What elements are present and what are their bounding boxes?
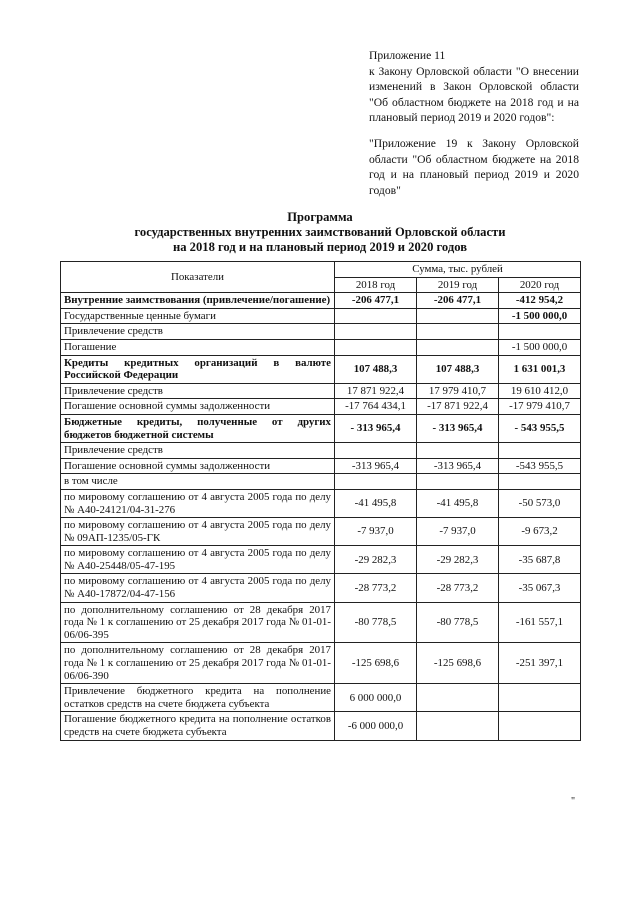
annex-line-3: "Приложение 19 к Закону Орловской области "Об областном бюджете на 2018 год и на плановый период 2019 и 2020 годов": [369, 136, 579, 197]
row-value-2018: -206 477,1: [335, 293, 417, 309]
row-value-2020: -1 500 000,0: [499, 339, 581, 355]
row-indicator: Внутренние заимствования (привлечение/погашение): [61, 293, 335, 309]
table-row: [61, 383, 581, 399]
row-indicator: Привлечение бюджетного кредита на пополнение остатков средств на счете бюджета субъекта: [61, 684, 335, 712]
row-value-2020: [499, 443, 581, 459]
row-value-2018: -125 698,6: [335, 643, 417, 684]
row-value-2020: [499, 324, 581, 340]
table-row: [61, 324, 581, 340]
row-value-2019: [417, 474, 499, 490]
table-row: [61, 399, 581, 415]
row-value-2020: [499, 474, 581, 490]
row-value-2020: -412 954,2: [499, 293, 581, 309]
row-value-2018: 17 871 922,4: [335, 383, 417, 399]
row-indicator: по дополнительному соглашению от 28 декабря 2017 года № 1 к соглашению от 25 декабря 2017 года № 01-01-06/06-390: [61, 643, 335, 684]
table-row: [61, 443, 581, 459]
row-value-2018: -7 937,0: [335, 518, 417, 546]
row-value-2019: -29 282,3: [417, 546, 499, 574]
row-value-2018: -41 495,8: [335, 489, 417, 517]
row-value-2020: -251 397,1: [499, 643, 581, 684]
row-indicator: Привлечение средств: [61, 324, 335, 340]
row-value-2019: -313 965,4: [417, 458, 499, 474]
row-value-2018: [335, 443, 417, 459]
row-indicator: по дополнительному соглашению от 28 декабря 2017 года № 1 к соглашению от 25 декабря 2017 года № 01-01-06/06-395: [61, 602, 335, 643]
row-value-2018: 107 488,3: [335, 355, 417, 383]
row-indicator: Погашение основной суммы задолженности: [61, 458, 335, 474]
row-value-2020: -543 955,5: [499, 458, 581, 474]
row-value-2020: -35 687,8: [499, 546, 581, 574]
annex-header: [369, 48, 579, 198]
row-indicator: по мировому соглашению от 4 августа 2005 года по делу № А40-17872/04-47-156: [61, 574, 335, 602]
row-indicator: Погашение: [61, 339, 335, 355]
table-row: [61, 712, 581, 740]
row-value-2018: -80 778,5: [335, 602, 417, 643]
header-year-2019: 2019 год: [417, 277, 499, 293]
borrowing-table: [60, 261, 581, 741]
row-value-2018: -313 965,4: [335, 458, 417, 474]
row-value-2019: -206 477,1: [417, 293, 499, 309]
row-value-2019: 107 488,3: [417, 355, 499, 383]
row-value-2019: -80 778,5: [417, 602, 499, 643]
closing-quote-mark: ": [571, 796, 576, 807]
table-row: [61, 574, 581, 602]
table-row: [61, 293, 581, 309]
row-value-2018: -6 000 000,0: [335, 712, 417, 740]
table-row: [61, 546, 581, 574]
row-value-2020: [499, 684, 581, 712]
row-value-2019: 17 979 410,7: [417, 383, 499, 399]
table-row: [61, 474, 581, 490]
row-value-2020: -50 573,0: [499, 489, 581, 517]
row-value-2020: -161 557,1: [499, 602, 581, 643]
row-indicator: по мировому соглашению от 4 августа 2005 года по делу № 09АП-1235/05-ГК: [61, 518, 335, 546]
row-value-2018: - 313 965,4: [335, 414, 417, 442]
row-indicator: Привлечение средств: [61, 443, 335, 459]
row-value-2018: -28 773,2: [335, 574, 417, 602]
row-value-2020: 1 631 001,3: [499, 355, 581, 383]
row-value-2018: 6 000 000,0: [335, 684, 417, 712]
row-indicator: Погашение основной суммы задолженности: [61, 399, 335, 415]
row-value-2019: [417, 443, 499, 459]
page-title: [60, 210, 580, 255]
title-line-1: Программа: [287, 210, 353, 224]
header-sum: Сумма, тыс. рублей: [335, 262, 581, 278]
row-value-2019: [417, 339, 499, 355]
row-value-2019: [417, 308, 499, 324]
row-value-2018: [335, 474, 417, 490]
row-value-2018: -29 282,3: [335, 546, 417, 574]
table-row: [61, 414, 581, 442]
header-year-2018: 2018 год: [335, 277, 417, 293]
table-row: [61, 355, 581, 383]
title-line-2: государственных внутренних заимствований Орловской области: [134, 225, 506, 239]
row-value-2018: [335, 308, 417, 324]
annex-line-1: Приложение 11: [369, 49, 446, 62]
row-value-2020: [499, 712, 581, 740]
row-value-2020: -17 979 410,7: [499, 399, 581, 415]
table-row: [61, 518, 581, 546]
table-row: [61, 602, 581, 643]
row-value-2018: [335, 339, 417, 355]
table-row: [61, 684, 581, 712]
table-row: [61, 458, 581, 474]
row-value-2020: -1 500 000,0: [499, 308, 581, 324]
header-year-2020: 2020 год: [499, 277, 581, 293]
row-value-2019: [417, 324, 499, 340]
row-value-2020: - 543 955,5: [499, 414, 581, 442]
row-indicator: Погашение бюджетного кредита на пополнение остатков средств на счете бюджета субъекта: [61, 712, 335, 740]
header-indicator: Показатели: [61, 262, 335, 293]
table-row: [61, 339, 581, 355]
row-value-2020: -35 067,3: [499, 574, 581, 602]
table-row: [61, 308, 581, 324]
row-indicator: Привлечение средств: [61, 383, 335, 399]
row-value-2020: 19 610 412,0: [499, 383, 581, 399]
row-value-2018: [335, 324, 417, 340]
row-indicator: Государственные ценные бумаги: [61, 308, 335, 324]
row-indicator: по мировому соглашению от 4 августа 2005 года по делу № А40-24121/04-31-276: [61, 489, 335, 517]
title-line-3: на 2018 год и на плановый период 2019 и 2020 годов: [172, 240, 468, 254]
table-row: [61, 489, 581, 517]
row-indicator: Кредиты кредитных организаций в валюте Российской Федерации: [61, 355, 335, 383]
row-value-2019: - 313 965,4: [417, 414, 499, 442]
annex-line-2: к Закону Орловской области "О внесении изменений в Закон Орловской области "Об областном бюджете на 2018 год и на плановый период 2019 и 2020 годов":: [369, 64, 579, 125]
row-value-2019: -7 937,0: [417, 518, 499, 546]
row-indicator: Бюджетные кредиты, полученные от других бюджетов бюджетной системы: [61, 414, 335, 442]
row-indicator: в том числе: [61, 474, 335, 490]
row-value-2019: [417, 712, 499, 740]
row-value-2019: -28 773,2: [417, 574, 499, 602]
row-value-2018: -17 764 434,1: [335, 399, 417, 415]
row-value-2019: -17 871 922,4: [417, 399, 499, 415]
row-value-2019: -125 698,6: [417, 643, 499, 684]
row-indicator: по мировому соглашению от 4 августа 2005 года по делу № А40-25448/05-47-195: [61, 546, 335, 574]
row-value-2019: [417, 684, 499, 712]
row-value-2019: -41 495,8: [417, 489, 499, 517]
table-row: [61, 643, 581, 684]
row-value-2020: -9 673,2: [499, 518, 581, 546]
